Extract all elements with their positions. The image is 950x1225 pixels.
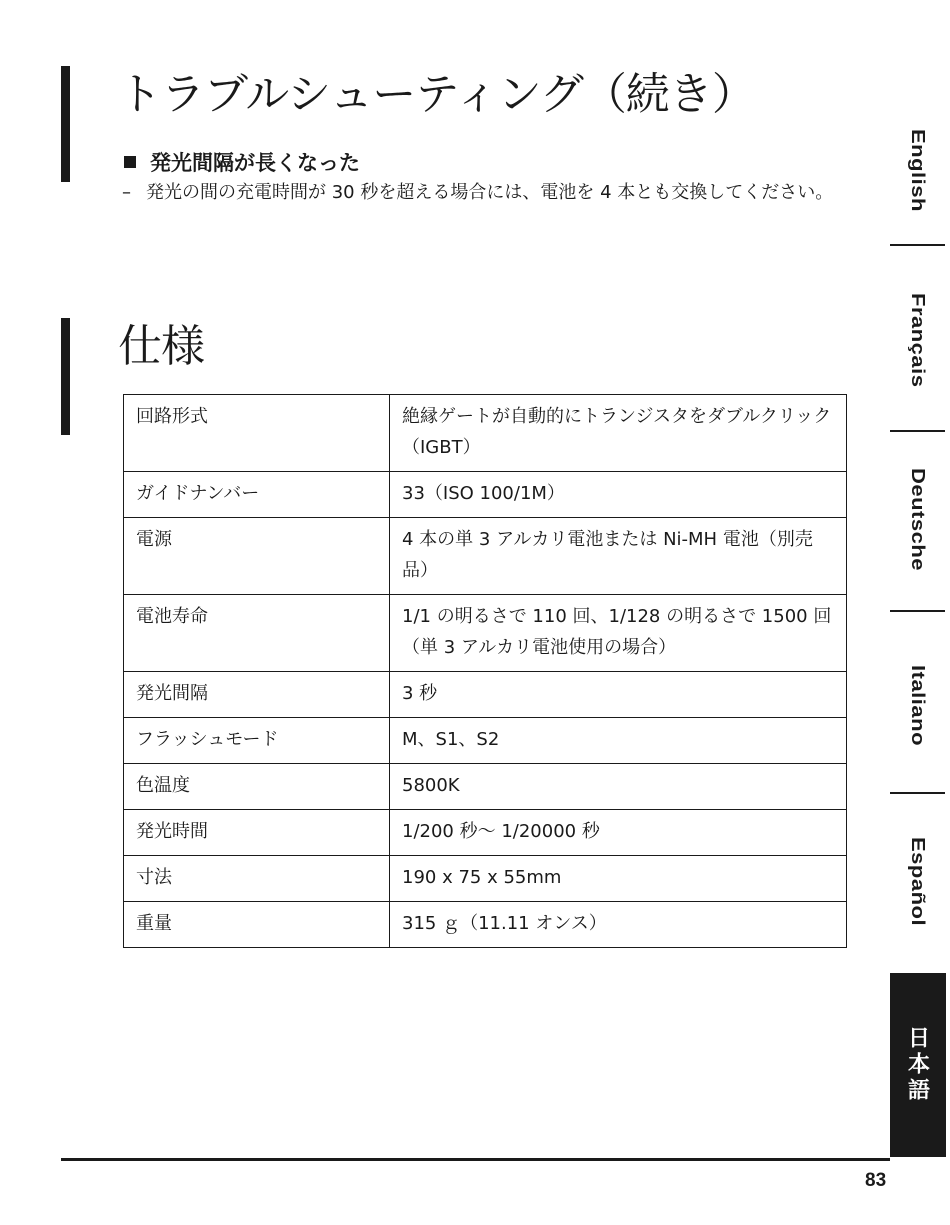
spec-label: 寸法	[124, 856, 390, 902]
subheading-text: 発光間隔が長くなった	[150, 151, 360, 175]
spec-value: 3 秒	[390, 672, 847, 718]
spec-value: 5800K	[390, 764, 847, 810]
paragraph-text: 発光の間の充電時間が 30 秒を超える場合には、電池を 4 本とも交換してください。	[146, 182, 834, 203]
tab-label: English	[907, 128, 930, 212]
tab-divider	[890, 610, 945, 612]
tab-label: 日本語	[905, 1026, 931, 1104]
table-row	[124, 718, 847, 764]
tab-espanol[interactable]	[890, 812, 946, 952]
spec-value: 33（ISO 100/1M）	[390, 472, 847, 518]
table-row	[124, 672, 847, 718]
dash-bullet: –	[122, 182, 131, 203]
spec-label: 色温度	[124, 764, 390, 810]
tab-label: Français	[907, 292, 930, 388]
spec-value: 1/1 の明るさで 110 回、1/128 の明るさで 1500 回（単 3 アルカリ電池使用の場合）	[390, 595, 847, 672]
spec-label: 発光間隔	[124, 672, 390, 718]
tab-label: Italiano	[907, 665, 930, 747]
tab-label: Deutsche	[907, 468, 930, 572]
spec-label: 重量	[124, 902, 390, 948]
table-row	[124, 856, 847, 902]
tab-divider	[890, 244, 945, 246]
spec-value: 4 本の単 3 アルカリ電池または Ni-MH 電池（別売品）	[390, 518, 847, 595]
spec-value: 190 x 75 x 55mm	[390, 856, 847, 902]
spec-label: 回路形式	[124, 395, 390, 472]
table-row	[124, 595, 847, 672]
language-tabs	[890, 0, 950, 1160]
tab-divider	[890, 792, 945, 794]
troubleshooting-paragraph	[122, 178, 862, 208]
footer-rule	[61, 1158, 890, 1161]
spec-value: M、S1、S2	[390, 718, 847, 764]
table-row	[124, 395, 847, 472]
spec-label: 電池寿命	[124, 595, 390, 672]
table-row	[124, 810, 847, 856]
page-title-troubleshooting: トラブルシューティング（続き）	[118, 69, 755, 120]
spec-label: 発光時間	[124, 810, 390, 856]
subheading	[124, 147, 360, 177]
section-bar	[61, 318, 70, 435]
page-title-specs: 仕様	[118, 321, 204, 372]
table-row	[124, 764, 847, 810]
spec-label: フラッシュモード	[124, 718, 390, 764]
tab-italiano[interactable]	[890, 636, 946, 776]
tab-english[interactable]	[890, 100, 946, 240]
spec-value: 絶縁ゲートが自動的にトランジスタをダブルクリック（IGBT）	[390, 395, 847, 472]
spec-value: 315 ｇ（11.11 オンス）	[390, 902, 847, 948]
tab-divider	[890, 430, 945, 432]
tab-label: Español	[907, 837, 930, 927]
section-bar	[61, 66, 70, 182]
spec-value: 1/200 秒～ 1/20000 秒	[390, 810, 847, 856]
spec-table	[123, 394, 847, 948]
spec-label: 電源	[124, 518, 390, 595]
spec-label: ガイドナンバー	[124, 472, 390, 518]
square-bullet-icon	[124, 156, 136, 168]
table-row	[124, 518, 847, 595]
page-number: 83	[865, 1170, 887, 1191]
tab-deutsche[interactable]	[890, 450, 946, 590]
tab-japanese[interactable]	[890, 973, 946, 1157]
tab-francais[interactable]	[890, 270, 946, 410]
table-row	[124, 472, 847, 518]
table-row	[124, 902, 847, 948]
